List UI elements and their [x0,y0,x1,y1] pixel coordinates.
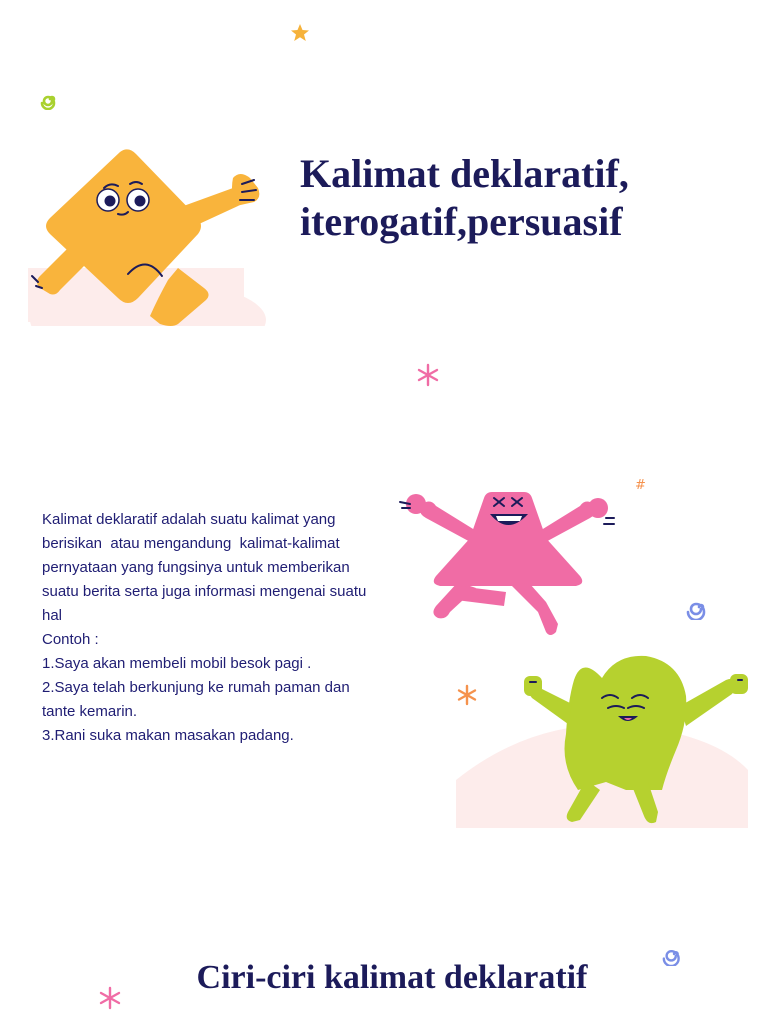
body-line: pernyataan yang fungsinya untuk memberikan [42,559,350,576]
asterisk-icon [416,363,440,387]
example-item: tante kemarin. [42,703,138,720]
green-character-illustration [456,650,748,828]
hash-icon: # [635,478,646,493]
body-line: hal [42,607,63,624]
spiral-icon [686,594,712,620]
example-item: 1.Saya akan membeli mobil besok pagi . [42,655,312,672]
example-item: 2.Saya telah berkunjung ke rumah paman dan [42,679,350,696]
page-title [300,150,740,246]
title-line-1: Kalimat deklaratif, [300,151,629,196]
body-line: berisikan atau mengandung kalimat-kalimat [42,535,340,552]
body-line: Kalimat deklaratif adalah suatu kalimat yang [42,511,336,528]
title-line-2: iterogatif,persuasif [300,199,623,244]
example-heading: Contoh : [42,631,99,648]
body-text [42,508,402,748]
body-line: suatu berita serta juga informasi mengenai suatu [42,583,367,600]
yellow-character-illustration [28,148,268,326]
spiral-icon [39,88,61,110]
section-heading: Ciri-ciri kalimat deklaratif [196,959,588,996]
example-item: 3.Rani suka makan masakan padang. [42,727,294,744]
star-icon [289,22,311,44]
pink-character-illustration [396,488,618,638]
